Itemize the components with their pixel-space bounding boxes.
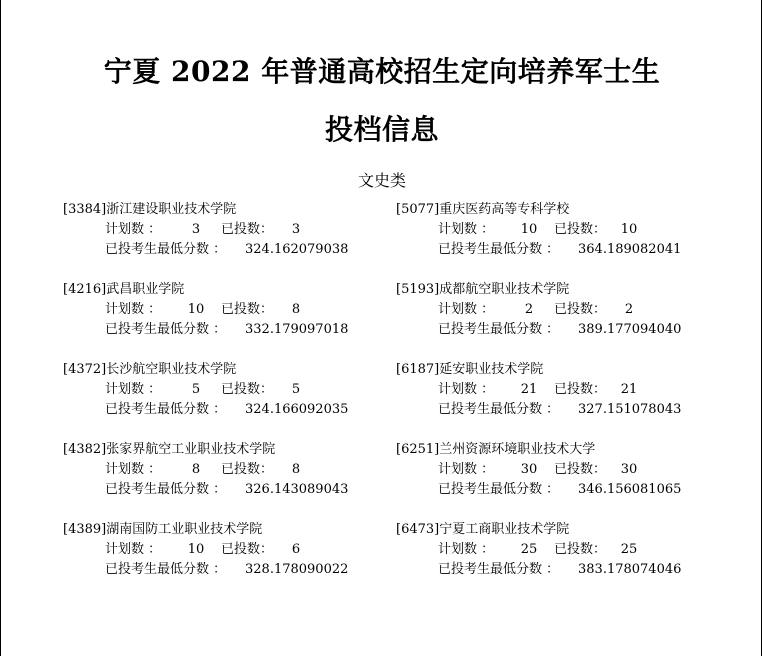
school-entry	[396, 440, 726, 520]
min-score-label: 已投考生最低分数 ：	[438, 402, 560, 417]
cast-label: 已投数：	[554, 542, 607, 557]
plan-row	[63, 460, 393, 480]
cast-label: 已投数：	[554, 382, 607, 397]
cast-label: 已投数：	[221, 542, 274, 557]
min-score-label: 已投考生最低分数 ：	[105, 402, 227, 417]
school-name: [6473]宁夏工商职业技术学院	[396, 522, 570, 537]
min-score-row	[396, 560, 726, 580]
min-score-label: 已投考生最低分数 ：	[105, 322, 227, 337]
min-score-row	[396, 480, 726, 500]
plan-row	[63, 220, 393, 240]
cast-value: 6	[291, 542, 301, 557]
min-score-value: 389.177094040	[578, 322, 682, 337]
cast-value: 8	[291, 462, 301, 477]
school-list-left	[63, 200, 393, 600]
school-entry	[396, 200, 726, 280]
plan-row	[396, 540, 726, 560]
plan-row	[63, 380, 393, 400]
cast-label: 已投数：	[554, 462, 607, 477]
school-entry	[396, 360, 726, 440]
plan-value: 25	[520, 542, 538, 557]
category-label: 文史类	[357, 171, 406, 190]
cast-value: 5	[291, 382, 301, 397]
min-score-row	[63, 240, 393, 260]
plan-value: 10	[520, 222, 538, 237]
school-name: [4382]张家界航空工业职业技术学院	[63, 442, 276, 457]
min-score-value: 383.178074046	[578, 562, 682, 577]
min-score-label: 已投考生最低分数 ：	[105, 242, 227, 257]
plan-row	[396, 220, 726, 240]
school-name: [3384]浙江建设职业技术学院	[63, 202, 237, 217]
plan-label: 计划数 ：	[438, 382, 495, 397]
min-score-row	[396, 320, 726, 340]
school-entry	[63, 360, 393, 440]
plan-value: 2	[524, 302, 534, 317]
cast-label: 已投数：	[221, 302, 274, 317]
plan-label: 计划数 ：	[438, 302, 495, 317]
plan-label: 计划数 ：	[105, 382, 162, 397]
plan-value: 10	[187, 302, 205, 317]
school-entry	[63, 440, 393, 520]
cast-value: 10	[620, 222, 638, 237]
min-score-row	[63, 480, 393, 500]
plan-label: 计划数 ：	[105, 222, 162, 237]
min-score-value: 328.178090022	[245, 562, 349, 577]
min-score-row	[63, 560, 393, 580]
plan-value: 5	[191, 382, 201, 397]
school-name: [4216]武昌职业学院	[63, 282, 185, 297]
school-name: [4372]长沙航空职业技术学院	[63, 362, 237, 377]
min-score-label: 已投考生最低分数 ：	[105, 482, 227, 497]
cast-value: 21	[620, 382, 638, 397]
school-list-right	[396, 200, 726, 600]
school-entry	[63, 200, 393, 280]
plan-row	[396, 460, 726, 480]
plan-label: 计划数 ：	[105, 302, 162, 317]
min-score-row	[396, 240, 726, 260]
min-score-value: 324.166092035	[245, 402, 349, 417]
cast-value: 8	[291, 302, 301, 317]
page-title: 宁夏 2022 年普通高校招生定向培养军士生	[103, 55, 661, 88]
school-entry	[396, 520, 726, 600]
min-score-label: 已投考生最低分数 ：	[438, 322, 560, 337]
min-score-value: 327.151078043	[578, 402, 682, 417]
plan-label: 计划数 ：	[105, 462, 162, 477]
plan-label: 计划数 ：	[438, 462, 495, 477]
cast-label: 已投数：	[221, 382, 274, 397]
plan-label: 计划数 ：	[105, 542, 162, 557]
school-name: [6187]延安职业技术学院	[396, 362, 544, 377]
cast-label: 已投数：	[221, 462, 274, 477]
min-score-label: 已投考生最低分数 ：	[105, 562, 227, 577]
cast-value: 3	[291, 222, 301, 237]
plan-label: 计划数 ：	[438, 542, 495, 557]
school-entry	[63, 520, 393, 600]
school-name: [5077]重庆医药高等专科学校	[396, 202, 570, 217]
school-entry	[63, 280, 393, 360]
page-title-line2: 投档信息	[324, 113, 439, 146]
school-name: [5193]成都航空职业技术学院	[396, 282, 570, 297]
min-score-label: 已投考生最低分数 ：	[438, 482, 560, 497]
cast-value: 25	[620, 542, 638, 557]
plan-row	[63, 540, 393, 560]
min-score-value: 326.143089043	[245, 482, 349, 497]
plan-value: 3	[191, 222, 201, 237]
min-score-value: 364.189082041	[578, 242, 682, 257]
plan-row	[396, 380, 726, 400]
school-name: [4389]湖南国防工业职业技术学院	[63, 522, 263, 537]
plan-value: 8	[191, 462, 201, 477]
plan-label: 计划数 ：	[438, 222, 495, 237]
cast-label: 已投数：	[554, 302, 607, 317]
plan-value: 21	[520, 382, 538, 397]
plan-row	[396, 300, 726, 320]
plan-value: 10	[187, 542, 205, 557]
min-score-row	[396, 400, 726, 420]
plan-value: 30	[520, 462, 538, 477]
cast-value: 2	[624, 302, 634, 317]
school-entry	[396, 280, 726, 360]
min-score-label: 已投考生最低分数 ：	[438, 562, 560, 577]
min-score-value: 324.162079038	[245, 242, 349, 257]
cast-label: 已投数：	[221, 222, 274, 237]
min-score-value: 332.179097018	[245, 322, 349, 337]
min-score-row	[63, 400, 393, 420]
min-score-label: 已投考生最低分数 ：	[438, 242, 560, 257]
cast-label: 已投数：	[554, 222, 607, 237]
min-score-value: 346.156081065	[578, 482, 682, 497]
cast-value: 30	[620, 462, 638, 477]
plan-row	[63, 300, 393, 320]
school-name: [6251]兰州资源环境职业技术大学	[396, 442, 596, 457]
min-score-row	[63, 320, 393, 340]
